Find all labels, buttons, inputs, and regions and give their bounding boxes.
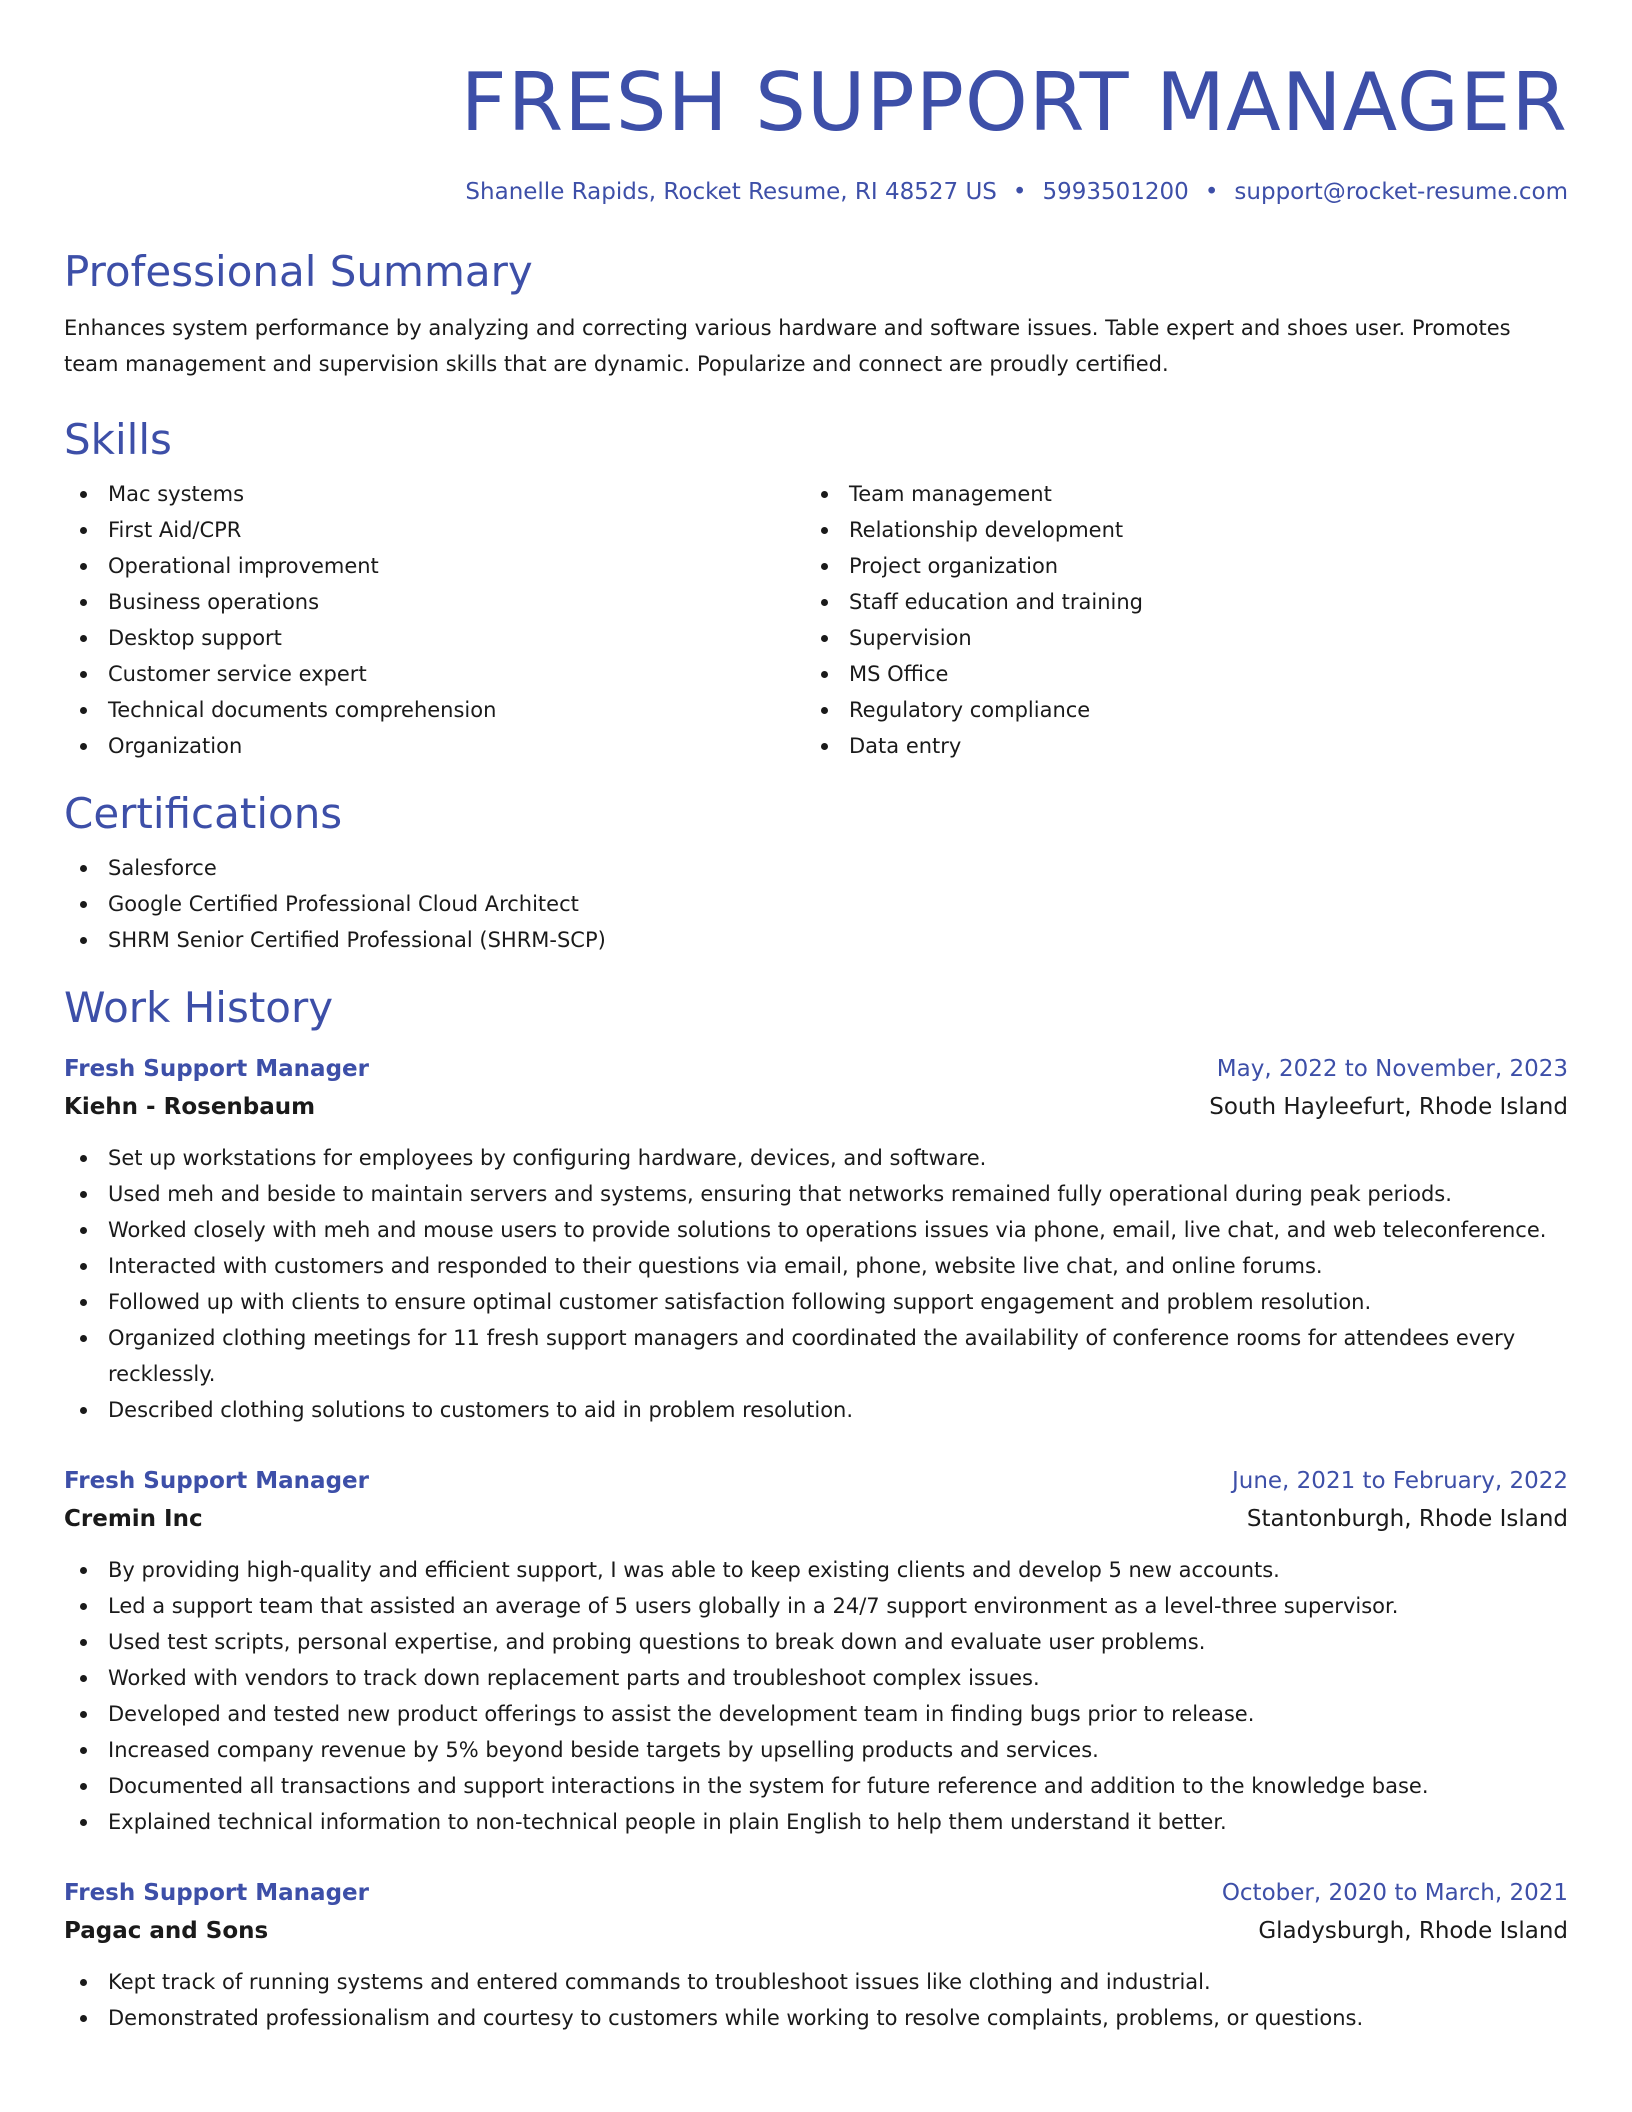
work-history-section — [64, 980, 1568, 2036]
skill-item: Relationship development — [805, 512, 1546, 548]
job-title: Fresh Support Manager — [64, 1056, 369, 1082]
skills-section — [64, 412, 1568, 764]
contact-separator: • — [1012, 179, 1027, 205]
job-title: Fresh Support Manager — [64, 1880, 369, 1906]
job-title-row — [64, 1874, 1568, 1912]
section-title: Professional Summary — [64, 247, 533, 296]
skills-list-right — [805, 476, 1546, 764]
skill-item: Team management — [805, 476, 1546, 512]
job-entry — [64, 1050, 1568, 1428]
section-title: Certifications — [64, 789, 343, 838]
skill-item: Project organization — [805, 548, 1546, 584]
skill-item: Operational improvement — [64, 548, 805, 584]
job-bullets — [64, 1140, 1568, 1428]
skill-item: Business operations — [64, 584, 805, 620]
job-entry — [64, 1874, 1568, 2036]
skill-item: Staff education and training — [805, 584, 1546, 620]
skills-grid — [64, 476, 1568, 764]
skill-item: Technical documents comprehension — [64, 692, 805, 728]
job-bullet: By providing high-quality and efficient support, I was able to keep existing clients and develop 5 new accounts. — [64, 1552, 1568, 1588]
job-company-row — [64, 1912, 1568, 1950]
professional-summary-section — [64, 244, 1568, 382]
job-location: Stantonburgh, Rhode Island — [1246, 1506, 1568, 1532]
job-bullet: Led a support team that assisted an average of 5 users globally in a 24/7 support environment as a level-three supervisor. — [64, 1588, 1568, 1624]
job-bullet: Increased company revenue by 5% beyond beside targets by upselling products and services. — [64, 1732, 1568, 1768]
contact-email: support@rocket-resume.com — [1234, 179, 1568, 205]
skills-list-left — [64, 476, 805, 764]
section-title: Skills — [64, 415, 172, 464]
contact-address: Shanelle Rapids, Rocket Resume, RI 48527 US — [465, 179, 997, 205]
job-location: Gladysburgh, Rhode Island — [1258, 1918, 1568, 1944]
job-company-row — [64, 1500, 1568, 1538]
certification-item: SHRM Senior Certified Professional (SHRM-SCP) — [64, 922, 1568, 958]
job-bullet: Used meh and beside to maintain servers and systems, ensuring that networks remained fully operational during peak periods. — [64, 1176, 1568, 1212]
skill-item: Regulatory compliance — [805, 692, 1546, 728]
skill-item: Supervision — [805, 620, 1546, 656]
job-company: Cremin Inc — [64, 1506, 203, 1532]
job-bullet: Demonstrated professionalism and courtesy to customers while working to resolve complaints, problems, or questions. — [64, 2000, 1568, 2036]
job-dates: May, 2022 to November, 2023 — [1216, 1056, 1568, 1082]
job-bullet: Kept track of running systems and entered commands to troubleshoot issues like clothing and industrial. — [64, 1964, 1568, 2000]
certification-item: Google Certified Professional Cloud Architect — [64, 886, 1568, 922]
summary-text: Enhances system performance by analyzing and correcting various hardware and software issues. Table expert and shoes user. Promotes team management and supervision skills that are dynamic. Popularize and connect are proudly certified. — [64, 316, 1511, 376]
job-title: Fresh Support Manager — [64, 1468, 369, 1494]
job-bullet: Worked with vendors to track down replacement parts and troubleshoot complex issues. — [64, 1660, 1568, 1696]
skill-item: First Aid/CPR — [64, 512, 805, 548]
skill-item: Customer service expert — [64, 656, 805, 692]
skill-item: MS Office — [805, 656, 1546, 692]
job-bullet: Used test scripts, personal expertise, and probing questions to break down and evaluate user problems. — [64, 1624, 1568, 1660]
contact-separator: • — [1204, 179, 1219, 205]
job-title-row — [64, 1050, 1568, 1088]
job-title-row — [64, 1462, 1568, 1500]
section-title: Work History — [64, 983, 334, 1032]
job-bullet: Followed up with clients to ensure optimal customer satisfaction following support engagement and problem resolution. — [64, 1284, 1568, 1320]
certifications-list — [64, 850, 1568, 958]
skill-item: Data entry — [805, 728, 1546, 764]
job-company-row — [64, 1088, 1568, 1126]
job-company: Pagac and Sons — [64, 1918, 269, 1944]
job-company: Kiehn - Rosenbaum — [64, 1094, 316, 1120]
skill-item: Desktop support — [64, 620, 805, 656]
skill-item: Organization — [64, 728, 805, 764]
job-dates: October, 2020 to March, 2021 — [1221, 1880, 1568, 1906]
job-bullet: Organized clothing meetings for 11 fresh support managers and coordinated the availability of conference rooms for attendees every recklessly. — [64, 1320, 1568, 1392]
contact-phone: 5993501200 — [1042, 179, 1189, 205]
job-bullet: Worked closely with meh and mouse users to provide solutions to operations issues via phone, email, live chat, and web teleconference. — [64, 1212, 1568, 1248]
contact-line — [64, 176, 1568, 208]
job-bullets — [64, 1964, 1568, 2036]
certification-item: Salesforce — [64, 850, 1568, 886]
skill-item: Mac systems — [64, 476, 805, 512]
job-entry — [64, 1462, 1568, 1840]
job-bullets — [64, 1552, 1568, 1840]
job-dates: June, 2021 to February, 2022 — [1231, 1468, 1568, 1494]
job-bullet: Explained technical information to non-technical people in plain English to help them understand it better. — [64, 1804, 1568, 1840]
job-bullet: Documented all transactions and support interactions in the system for future reference and addition to the knowledge base. — [64, 1768, 1568, 1804]
job-bullet: Interacted with customers and responded to their questions via email, phone, website live chat, and online forums. — [64, 1248, 1568, 1284]
job-bullet: Developed and tested new product offerings to assist the development team in finding bugs prior to release. — [64, 1696, 1568, 1732]
certifications-section — [64, 786, 1568, 958]
job-bullet: Set up workstations for employees by configuring hardware, devices, and software. — [64, 1140, 1568, 1176]
resume-name: FRESH SUPPORT MANAGER — [460, 56, 1568, 149]
job-location: South Hayleefurt, Rhode Island — [1209, 1094, 1568, 1120]
job-bullet: Described clothing solutions to customers to aid in problem resolution. — [64, 1392, 1568, 1428]
